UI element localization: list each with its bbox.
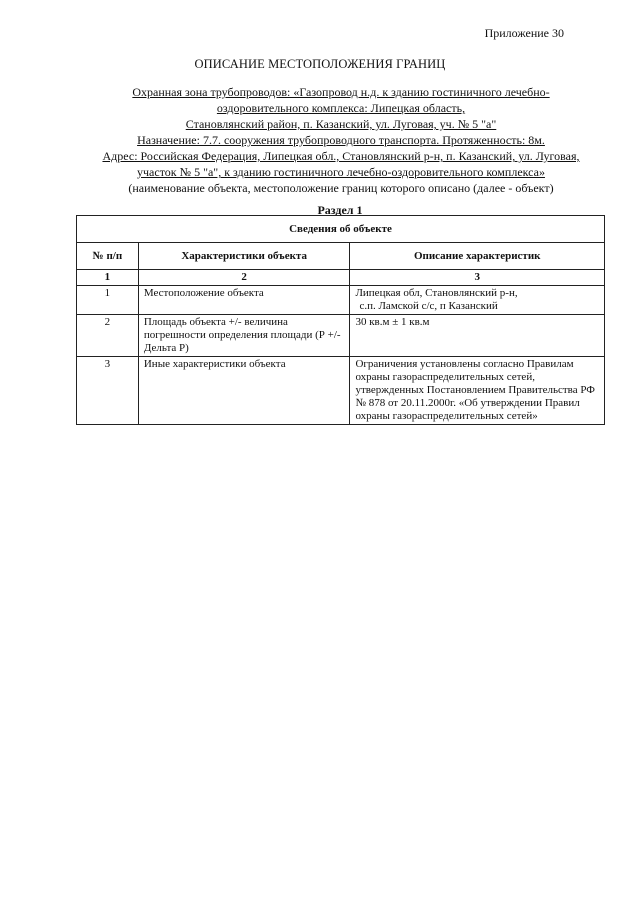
- row-characteristic: Местоположение объекта: [138, 286, 350, 315]
- object-line: Становлянский район, п. Казанский, ул. Луговая, уч. № 5 "а": [185, 117, 497, 131]
- table-header-row: [77, 243, 605, 270]
- row-number: 2: [77, 315, 139, 357]
- column-index-row: [77, 270, 605, 286]
- column-header: Описание характеристик: [350, 243, 605, 270]
- object-description-block: [76, 84, 606, 196]
- table-row: [77, 286, 605, 315]
- row-description: 30 кв.м ± 1 кв.м: [350, 315, 605, 357]
- object-line: оздоровительного комплекса: Липецкая область,: [216, 101, 466, 115]
- column-header: № п/п: [77, 243, 139, 270]
- row-number: 3: [77, 357, 139, 425]
- object-line: участок № 5 "а", к зданию гостиничного лечебно-оздоровительного комплекса»: [137, 165, 545, 179]
- row-description: [350, 286, 605, 315]
- column-index: 3: [350, 270, 605, 286]
- appendix-label: Приложение 30: [484, 26, 564, 40]
- row-description-line: Липецкая обл, Становлянский р-н,: [355, 287, 518, 299]
- row-characteristic: Площадь объекта +/- величина погрешности определения площади (Р +/- Дельта Р): [138, 315, 350, 357]
- page-title: ОПИСАНИЕ МЕСТОПОЛОЖЕНИЯ ГРАНИЦ: [194, 57, 446, 71]
- column-index: 2: [138, 270, 350, 286]
- object-line: Охранная зона трубопроводов: «Газопровод н.д. к зданию гостиничного лечебно-: [132, 85, 550, 99]
- row-number: 1: [77, 286, 139, 315]
- row-characteristic: Иные характеристики объекта: [138, 357, 350, 425]
- table-caption-row: [77, 216, 605, 243]
- row-description: Ограничения установлены согласно Правилам охраны газораспределительных сетей, утвержденных Постановлением Правительства РФ № 878 от 20.11.2000г. «Об утверждении Правил охраны газораспределительных сетей»: [350, 357, 605, 425]
- column-index: 1: [77, 270, 139, 286]
- object-info-table: [76, 215, 605, 425]
- row-description-line: с.п. Ламской с/с, п Казанский: [359, 300, 498, 312]
- object-line: Назначение: 7.7. сооружения трубопроводного транспорта. Протяженность: 8м.: [137, 133, 545, 147]
- object-caption: (наименование объекта, местоположение границ которого описано (далее - объект): [128, 181, 554, 195]
- object-line: Адрес: Российская Федерация, Липецкая обл., Становлянский р-н, п. Казанский, ул. Луговая,: [102, 149, 580, 163]
- table-row: [77, 357, 605, 425]
- section-title: Раздел 1: [317, 203, 363, 217]
- column-header: Характеристики объекта: [138, 243, 350, 270]
- table-caption: Сведения об объекте: [77, 216, 605, 243]
- table-row: [77, 315, 605, 357]
